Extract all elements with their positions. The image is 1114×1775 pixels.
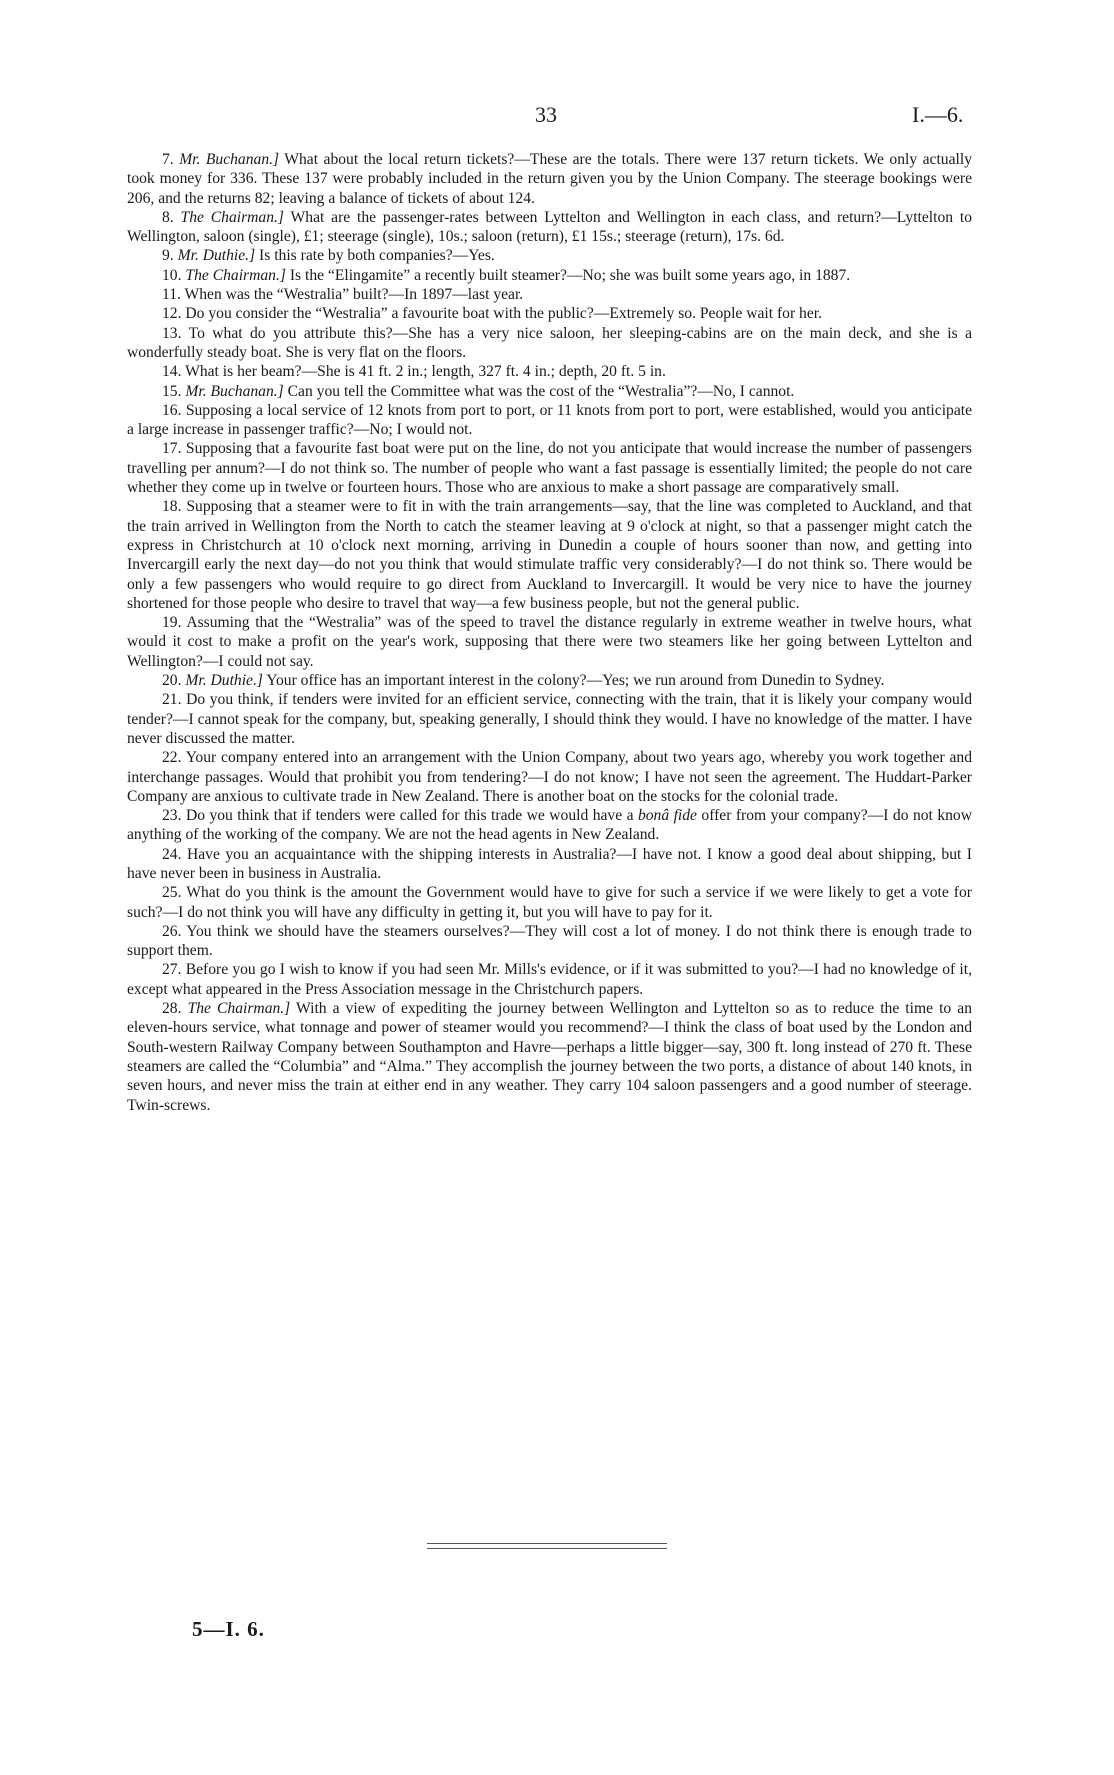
paragraph	[127, 497, 972, 613]
paragraph	[127, 883, 972, 922]
paragraph-text: What do you think is the amount the Government would have to give for such a service if we were likely to get a vote for such?—I do not think you will have any difficulty in getting it, but you will have to pay for it.	[127, 884, 972, 921]
paragraph-text: Your office has an important interest in the colony?—Yes; we run around from Dunedin to Sydney.	[262, 672, 885, 690]
speaker: The Chairman.]	[187, 1000, 291, 1018]
question-number: 21.	[162, 691, 182, 709]
sheet-signature-mark: 5—I. 6.	[192, 1617, 265, 1641]
paragraph	[127, 439, 972, 497]
question-number: 23.	[162, 807, 182, 825]
paragraph	[127, 671, 972, 690]
section-divider	[427, 1543, 667, 1549]
paragraph-text: Assuming that the “Westralia” was of the speed to travel the distance regularly in extreme weather in twelve hours, what would it cost to make a profit on the year's work, supposing that there were two steamers like her going between Lyttelton and Wellington?—I could not say.	[127, 614, 972, 670]
paragraph	[127, 690, 972, 748]
speaker: The Chairman.]	[180, 208, 284, 226]
paragraph	[127, 748, 972, 806]
paragraph-text: Can you tell the Committee what was the cost of the “Westralia”?—No, I cannot.	[283, 382, 795, 400]
paragraph-text: Is the “Elingamite” a recently built steamer?—No; she was built some years ago, in 1887.	[285, 266, 851, 284]
paragraph	[127, 304, 972, 323]
evidence-body	[127, 150, 972, 1115]
paragraph	[127, 613, 972, 671]
paragraph	[127, 150, 972, 208]
paragraph-text: You think we should have the steamers ourselves?—They will cost a lot of money. I do not think there is enough trade to support them.	[127, 922, 972, 960]
question-number: 19.	[162, 614, 182, 632]
paragraph-text: Supposing that a steamer were to fit in with the train arrangements—say, that the line was completed to Auckland, and that the train arrived in Wellington from the North to catch the steamer leaving at 9 o'clock at night, so that a passenger might catch the express in Christchurch at 10 o'clock next morning, arriving in Dunedin a couple of hours sooner than now, and getting into Invercargill early the next day—do not you think that would stimulate traffic very considerably?—I do not think so. There would be only a few passengers who would require to go direct from Auckland to Invercargill. It would be very nice to have the journey shortened for those people who desire to travel that way—a few business people, but not the general public.	[127, 498, 972, 612]
question-number: 17.	[162, 440, 182, 458]
paragraph	[127, 266, 972, 285]
paragraph-text: Is this rate by both companies?—Yes.	[255, 247, 495, 265]
paragraph-text: Do you think that if tenders were called for this trade we would have a	[185, 807, 638, 825]
paragraph-text: To what do you attribute this?—She has a very nice saloon, her sleeping-cabins are on the main deck, and she is a wonderfully steady boat. She is very flat on the floors.	[127, 324, 972, 361]
question-number: 7.	[162, 151, 174, 168]
question-number: 20.	[162, 672, 182, 690]
paragraph-text: Do you think, if tenders were invited for an efficient service, connecting with the train, that it is likely your company would tender?—I cannot speak for the company, but, speaking generally, I should think they would. I have no knowledge of the matter. I have never discussed the matter.	[127, 691, 972, 747]
question-number: 27.	[162, 961, 182, 979]
paragraph-text: Supposing a local service of 12 knots from port to port, or 11 knots from port to port, were established, would you anticipate a large increase in passenger traffic?—No; I would not.	[127, 401, 972, 439]
speaker: The Chairman.]	[185, 266, 286, 284]
paragraph	[127, 324, 972, 363]
paragraph-text: Your company entered into an arrangement with the Union Company, about two years ago, whereby you work together and interchange passages. Would that prohibit you from tendering?—I do not know; I have not seen the agreement. The Huddart-Parker Company are anxious to cultivate trade in New Zealand. There is another boat on the stocks for the colonial trade.	[127, 749, 972, 805]
paragraph-text: What about the local return tickets?—These are the totals. There were 137 return tickets. We only actually took money for 336. These 137 were probably included in the return given you by the Union Company. The steerage bookings were 206, and the returns 82; leaving a balance of tickets of about 124.	[127, 151, 972, 207]
paragraph	[127, 806, 972, 845]
page-number: 33	[535, 102, 557, 127]
paragraph	[127, 382, 972, 401]
question-number: 24.	[162, 845, 182, 863]
paragraph	[127, 845, 972, 884]
question-number: 22.	[162, 749, 182, 767]
question-number: 12.	[162, 305, 182, 323]
document-reference: I.—6.	[912, 102, 964, 127]
paragraph	[127, 922, 972, 961]
question-number: 9.	[162, 247, 174, 265]
question-number: 16.	[162, 401, 182, 419]
italic-phrase: bonâ fide	[637, 807, 697, 825]
paragraph-text: With a view of expediting the journey between Wellington and Lyttelton so as to reduce the time to an eleven-hours service, what tonnage and power of steamer would you recommend?—I think the class of boat used by the London and South-western Railway Company between Southampton and Havre—perhaps a little bigger—say, 300 ft. long instead of 270 ft. These steamers are called the “Columbia” and “Alma.” They accomplish the journey between the two ports, a distance of about 140 knots, in seven hours, and never miss the train at either end in any weather. They carry 104 saloon passengers and a good number of steerage. Twin-screws.	[127, 1000, 972, 1114]
question-number: 11.	[162, 286, 181, 304]
paragraph-text: Have you an acquaintance with the shipping interests in Australia?—I have not. I know a good deal about shipping, but I have never been in business in Australia.	[127, 845, 972, 882]
question-number: 25.	[162, 884, 182, 902]
question-number: 13.	[162, 324, 182, 342]
paragraph	[127, 208, 972, 247]
paragraph-text: What is her beam?—She is 41 ft. 2 in.; length, 327 ft. 4 in.; depth, 20 ft. 5 in.	[185, 363, 666, 381]
speaker: Mr. Duthie.]	[185, 672, 263, 690]
question-number: 15.	[162, 382, 182, 400]
paragraph-text: Do you consider the “Westralia” a favourite boat with the public?—Extremely so. People wait for her.	[185, 305, 822, 323]
paragraph	[127, 999, 972, 1115]
paragraph-text: Before you go I wish to know if you had seen Mr. Mills's evidence, or if it was submitted to you?—I had no knowledge of it, except what appeared in the Press Association message in the Christchurch papers.	[127, 961, 972, 998]
question-number: 28.	[162, 1000, 182, 1018]
paragraph-text: What are the passenger-rates between Lyttelton and Wellington in each class, and return?—Lyttelton to Wellington, saloon (single), £1; steerage (single), 10s.; saloon (return), £1 15s.; steerage (return), 17s. 6d.	[127, 208, 973, 246]
paragraph-text: Supposing that a favourite fast boat were put on the line, do not you anticipate that would increase the number of passengers travelling per annum?—I do not think so. The number of people who want a fast passage is essentially limited; the people do not care whether they come up in twelve or fourteen hours. Those who are anxious to make a short passage are comparatively small.	[127, 440, 972, 497]
paragraph-text: When was the “Westralia” built?—In 1897—last year.	[184, 286, 524, 304]
paragraph	[127, 285, 972, 304]
speaker: Mr. Buchanan.]	[179, 151, 280, 168]
question-number: 18.	[162, 498, 182, 516]
paragraph	[127, 960, 972, 999]
question-number: 10.	[162, 266, 182, 284]
paragraph	[127, 246, 972, 265]
speaker: Mr. Duthie.]	[177, 247, 256, 265]
paragraph	[127, 362, 972, 381]
speaker: Mr. Buchanan.]	[185, 382, 284, 400]
paragraph-text: offer from your company?—I do not know anything of the working of the company. We are not the head agents in New Zealand.	[127, 807, 972, 844]
question-number: 26.	[162, 922, 182, 940]
question-number: 14.	[162, 363, 182, 381]
question-number: 8.	[162, 208, 174, 226]
paragraph	[127, 401, 972, 440]
